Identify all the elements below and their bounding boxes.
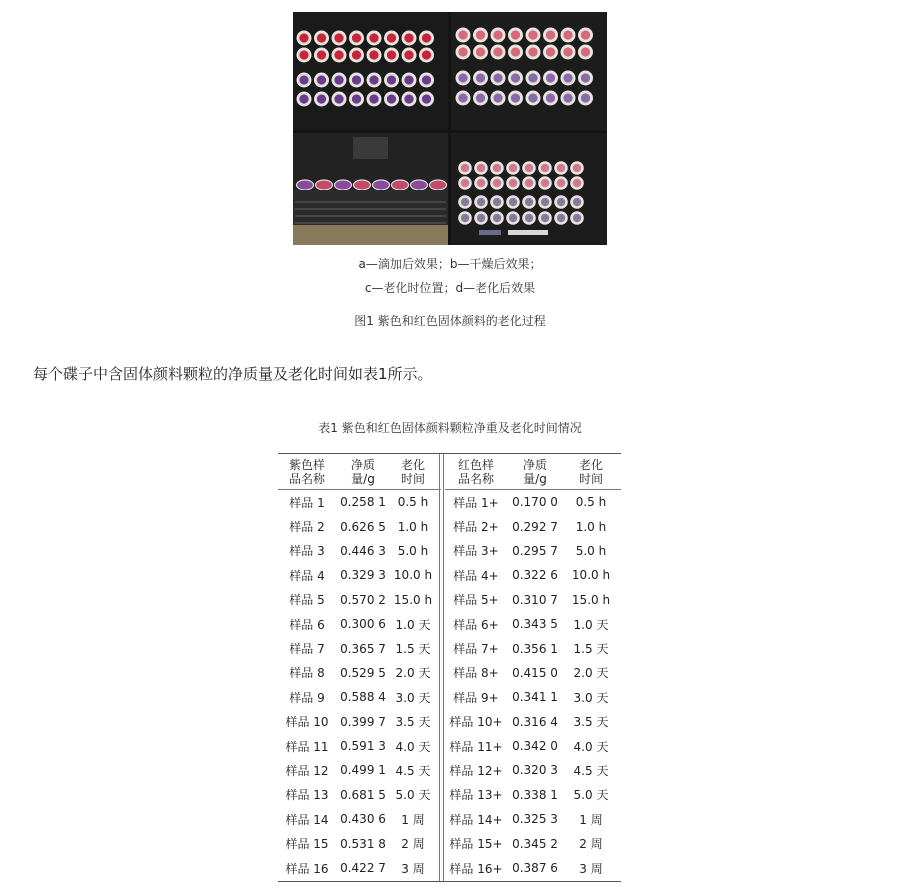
aging-time-cell: 1.0 天 (573, 617, 609, 632)
pigment-spot (557, 214, 565, 222)
dish (297, 180, 314, 190)
purple-samples-half (278, 454, 441, 880)
pigment-spot (511, 47, 520, 56)
pigment-spot (461, 214, 469, 222)
net-mass-cell: 0.531 8 (340, 836, 386, 851)
aging-time-cell: 15.0 h (571, 592, 611, 607)
table-row (445, 807, 621, 831)
pigment-spot (493, 179, 501, 187)
table-row (278, 685, 441, 709)
pigment-spot (404, 75, 413, 84)
sample-name-cell: 样品 16 (285, 861, 329, 876)
pigment-spot (581, 30, 590, 39)
pigment-spot (476, 30, 485, 39)
pigment-spot (317, 75, 326, 84)
sample-name-cell: 样品 14 (285, 812, 329, 827)
table-row (278, 734, 441, 758)
table-row (278, 514, 441, 538)
pigment-spot (581, 73, 590, 82)
dish (316, 180, 333, 190)
net-mass-cell: 0.343 5 (512, 617, 558, 632)
aging-time-cell: 15.0 h (393, 592, 433, 607)
net-mass-cell: 0.499 1 (340, 763, 386, 778)
aging-time-cell: 1.0 h (575, 519, 607, 534)
sample-name-cell: 样品 8 (289, 666, 325, 681)
sample-name-cell: 样品 5+ (453, 593, 499, 608)
sample-name-cell: 样品 2 (289, 520, 325, 535)
sample-name-cell: 样品 11 (285, 739, 329, 754)
pigment-spot (458, 73, 467, 82)
pigment-spot (476, 73, 485, 82)
sample-name-cell: 样品 15 (285, 837, 329, 852)
pigment-spot (563, 73, 572, 82)
table-row (278, 807, 441, 831)
net-mass-cell: 0.387 6 (512, 861, 558, 876)
pigment-spot (352, 94, 361, 103)
net-mass-cell: 0.446 3 (340, 543, 386, 558)
dish (373, 180, 390, 190)
aging-time-cell: 10.0 h (393, 568, 433, 583)
table-row (445, 783, 621, 807)
net-mass-cell: 0.681 5 (340, 787, 386, 802)
aging-time-cell: 4.5 天 (573, 763, 609, 778)
table-row (445, 758, 621, 782)
table-header-left (278, 454, 441, 490)
sample-name-cell: 样品 3+ (453, 544, 499, 559)
pigment-spot (511, 30, 520, 39)
pigment-spot (387, 75, 396, 84)
pigment-spot (509, 164, 517, 172)
net-mass-cell: 0.570 2 (340, 592, 386, 607)
net-mass-cell: 0.588 4 (340, 690, 386, 705)
aging-time-cell: 2 周 (579, 837, 603, 852)
table-row (445, 612, 621, 636)
net-mass-cell: 0.292 7 (512, 519, 558, 534)
net-mass-cell: 0.338 1 (512, 787, 558, 802)
pigment-spot (493, 198, 501, 206)
pigment-spot (509, 179, 517, 187)
pigment-spot (557, 164, 565, 172)
figure-caption-line-1: a—滴加后效果；b—干燥后效果； (358, 257, 542, 271)
table-row (445, 514, 621, 538)
body-paragraph: 每个碟子中含固体颜料颗粒的净质量及老化时间如表1所示。 (33, 365, 433, 383)
table-row (278, 539, 441, 563)
net-mass-cell: 0.300 6 (340, 617, 386, 632)
sample-name-cell: 样品 13+ (449, 788, 503, 803)
sample-name-cell: 样品 2+ (453, 520, 499, 535)
dish (354, 180, 371, 190)
pigment-spot (299, 50, 308, 59)
pigment-spot (317, 94, 326, 103)
pigment-spot (422, 50, 431, 59)
pigment-spot (563, 30, 572, 39)
aging-time-cell: 2.0 天 (395, 666, 431, 681)
pigment-spot (334, 94, 343, 103)
table-header-right (445, 454, 621, 490)
pigment-spot (493, 93, 502, 102)
net-mass-cell: 0.320 3 (512, 763, 558, 778)
pigment-spot (493, 47, 502, 56)
pigment-spot (369, 75, 378, 84)
pigment-spot (387, 94, 396, 103)
table-row (278, 710, 441, 734)
pigment-spot (528, 47, 537, 56)
pigment-spot (404, 33, 413, 42)
table-row (445, 539, 621, 563)
sample-name-cell: 样品 10 (285, 715, 329, 730)
pigment-spot (299, 33, 308, 42)
pigment-spot (557, 198, 565, 206)
pigment-spot (509, 214, 517, 222)
net-mass-cell: 0.310 7 (512, 592, 558, 607)
dish (335, 180, 352, 190)
pigment-spot (525, 179, 533, 187)
aging-time-cell: 5.0 h (575, 543, 607, 558)
net-mass-cell: 0.415 0 (512, 665, 558, 680)
table-row (445, 856, 621, 880)
table-row (445, 710, 621, 734)
pigment-spot (334, 33, 343, 42)
net-mass-cell: 0.325 3 (512, 812, 558, 827)
pigment-spot (563, 93, 572, 102)
figure-title: 图1 紫色和红色固体颜料的老化过程 (354, 314, 546, 328)
pigment-spot (493, 30, 502, 39)
pigment-spot (581, 47, 590, 56)
net-mass-cell: 0.258 1 (340, 495, 386, 510)
pigment-spot (493, 164, 501, 172)
dish (430, 180, 447, 190)
pigment-spot (458, 93, 467, 102)
table-row (278, 758, 441, 782)
pigment-spot (317, 33, 326, 42)
pigment-spot (477, 164, 485, 172)
sample-name-cell: 样品 9 (289, 690, 325, 705)
net-mass-cell: 0.422 7 (340, 861, 386, 876)
pigment-spot (299, 94, 308, 103)
pigment-spot (458, 47, 467, 56)
net-mass-cell: 0.365 7 (340, 641, 386, 656)
pigment-spot (458, 30, 467, 39)
pigment-spot (528, 73, 537, 82)
aging-time-cell: 1.5 天 (573, 642, 609, 657)
table-row (278, 636, 441, 660)
table-row (278, 612, 441, 636)
pigment-spot (299, 75, 308, 84)
pigment-spot (352, 75, 361, 84)
table-title: 表1 紫色和红色固体颜料颗粒净重及老化时间情况 (318, 421, 582, 435)
pigment-spot (477, 198, 485, 206)
sample-name-cell: 样品 16+ (449, 861, 503, 876)
aging-time-cell: 3 周 (579, 861, 603, 876)
sample-name-cell: 样品 12+ (449, 763, 503, 778)
net-mass-cell: 0.591 3 (340, 739, 386, 754)
pigment-spot (461, 164, 469, 172)
net-mass-cell: 0.342 0 (512, 739, 558, 754)
header-name: 红色样品名称 (457, 457, 494, 486)
net-mass-cell: 0.430 6 (340, 812, 386, 827)
header-time: 老化时间 (400, 457, 425, 486)
net-mass-cell: 0.170 0 (512, 495, 558, 510)
pigment-spot (493, 214, 501, 222)
pigment-spot (369, 94, 378, 103)
pigment-spot (528, 30, 537, 39)
net-mass-cell: 0.356 1 (512, 641, 558, 656)
sample-name-cell: 样品 3 (289, 544, 325, 559)
table-row (278, 661, 441, 685)
aging-time-cell: 3.5 天 (573, 715, 609, 730)
sample-name-cell: 样品 11+ (449, 739, 503, 754)
table-row (278, 856, 441, 880)
pigment-spot (525, 164, 533, 172)
pigment-spot (476, 93, 485, 102)
pigment-spot (493, 73, 502, 82)
net-mass-cell: 0.341 1 (512, 690, 558, 705)
table-row (445, 490, 621, 514)
pigment-spot (422, 75, 431, 84)
header-mass: 净质量/g (350, 457, 375, 486)
pigment-spot (541, 164, 549, 172)
net-mass-cell: 0.322 6 (512, 568, 558, 583)
sample-name-cell: 样品 1 (289, 495, 325, 510)
net-mass-cell: 0.529 5 (340, 665, 386, 680)
header-mass: 净质量/g (522, 457, 547, 486)
aging-time-cell: 5.0 h (397, 543, 429, 558)
sample-name-cell: 样品 1+ (453, 495, 499, 510)
pigment-aging-photo (293, 12, 607, 245)
pigment-spot (573, 198, 581, 206)
net-mass-cell: 0.295 7 (512, 543, 558, 558)
sample-name-cell: 样品 13 (285, 788, 329, 803)
pigment-spot (476, 47, 485, 56)
table-row (278, 831, 441, 855)
pigment-spot (369, 33, 378, 42)
pigment-spot (525, 214, 533, 222)
sample-name-cell: 样品 7 (289, 642, 325, 657)
aging-time-cell: 10.0 h (571, 568, 611, 583)
pigment-spot (573, 164, 581, 172)
pigment-spot (461, 179, 469, 187)
figure-caption-line-2: c—老化时位置；d—老化后效果 (364, 281, 536, 295)
pigment-spot (422, 94, 431, 103)
table-row (445, 563, 621, 587)
aging-time-cell: 1.5 天 (395, 642, 431, 657)
pigment-spot (581, 93, 590, 102)
net-mass-cell: 0.329 3 (340, 568, 386, 583)
pigment-spot (369, 50, 378, 59)
pigment-spot (352, 50, 361, 59)
sample-name-cell: 样品 8+ (453, 666, 499, 681)
pigment-spot (422, 33, 431, 42)
sample-name-cell: 样品 6+ (453, 617, 499, 632)
sample-name-cell: 样品 5 (289, 593, 325, 608)
aging-time-cell: 1.0 h (397, 519, 429, 534)
sample-name-cell: 样品 10+ (449, 715, 503, 730)
sample-name-cell: 样品 15+ (449, 837, 503, 852)
aging-time-cell: 0.5 h (397, 495, 429, 510)
table-row (445, 734, 621, 758)
red-samples-half (445, 454, 621, 880)
pigment-spot (387, 50, 396, 59)
pigment-spot (541, 179, 549, 187)
aging-time-cell: 1 周 (401, 812, 425, 827)
aging-time-cell: 4.0 天 (395, 739, 431, 754)
sample-name-cell: 样品 14+ (449, 812, 503, 827)
aging-time-cell: 2 周 (401, 837, 425, 852)
sample-name-cell: 样品 4 (289, 568, 325, 583)
pigment-spot (461, 198, 469, 206)
sample-name-cell: 样品 4+ (453, 568, 499, 583)
table-row (278, 783, 441, 807)
pigment-spot (541, 214, 549, 222)
pigment-spot (387, 33, 396, 42)
data-table (278, 453, 621, 882)
aging-time-cell: 3.0 天 (573, 690, 609, 705)
pigment-spot (477, 214, 485, 222)
sample-name-cell: 样品 9+ (453, 690, 499, 705)
table-row (278, 588, 441, 612)
pigment-spot (546, 47, 555, 56)
net-mass-cell: 0.399 7 (340, 714, 386, 729)
pigment-spot (509, 198, 517, 206)
pigment-spot (573, 214, 581, 222)
aging-time-cell: 4.0 天 (573, 739, 609, 754)
pigment-spot (511, 73, 520, 82)
table-row (445, 588, 621, 612)
dish (392, 180, 409, 190)
aging-time-cell: 1 周 (579, 812, 603, 827)
aging-time-cell: 5.0 天 (573, 788, 609, 803)
sample-name-cell: 样品 12 (285, 763, 329, 778)
pigment-spot (477, 179, 485, 187)
aging-time-cell: 3 周 (401, 861, 425, 876)
pigment-spot (511, 93, 520, 102)
aging-time-cell: 4.5 天 (395, 763, 431, 778)
table-row (445, 636, 621, 660)
table-row (445, 685, 621, 709)
pigment-spot (546, 73, 555, 82)
table-row (445, 661, 621, 685)
net-mass-cell: 0.316 4 (512, 714, 558, 729)
pigment-spot (541, 198, 549, 206)
pigment-spot (334, 75, 343, 84)
aging-time-cell: 3.5 天 (395, 715, 431, 730)
pigment-spot (334, 50, 343, 59)
pigment-spot (525, 198, 533, 206)
pigment-spot (404, 94, 413, 103)
panel-a (293, 12, 448, 130)
net-mass-cell: 0.345 2 (512, 836, 558, 851)
dish (411, 180, 428, 190)
aging-time-cell: 3.0 天 (395, 690, 431, 705)
sample-name-cell: 样品 6 (289, 617, 325, 632)
table-row (278, 490, 441, 514)
table-row (278, 563, 441, 587)
sample-name-cell: 样品 7+ (453, 642, 499, 657)
table-row (445, 831, 621, 855)
aging-time-cell: 5.0 天 (395, 788, 431, 803)
header-time: 老化时间 (578, 457, 603, 486)
aging-time-cell: 1.0 天 (395, 617, 431, 632)
header-name: 紫色样品名称 (288, 457, 325, 486)
pigment-spot (404, 50, 413, 59)
pigment-spot (573, 179, 581, 187)
pigment-spot (352, 33, 361, 42)
aging-time-cell: 0.5 h (575, 495, 607, 510)
pigment-spot (563, 47, 572, 56)
pigment-spot (546, 93, 555, 102)
pigment-spot (317, 50, 326, 59)
net-mass-cell: 0.626 5 (340, 519, 386, 534)
pigment-spot (528, 93, 537, 102)
pigment-spot (557, 179, 565, 187)
pigment-spot (546, 30, 555, 39)
aging-time-cell: 2.0 天 (573, 666, 609, 681)
